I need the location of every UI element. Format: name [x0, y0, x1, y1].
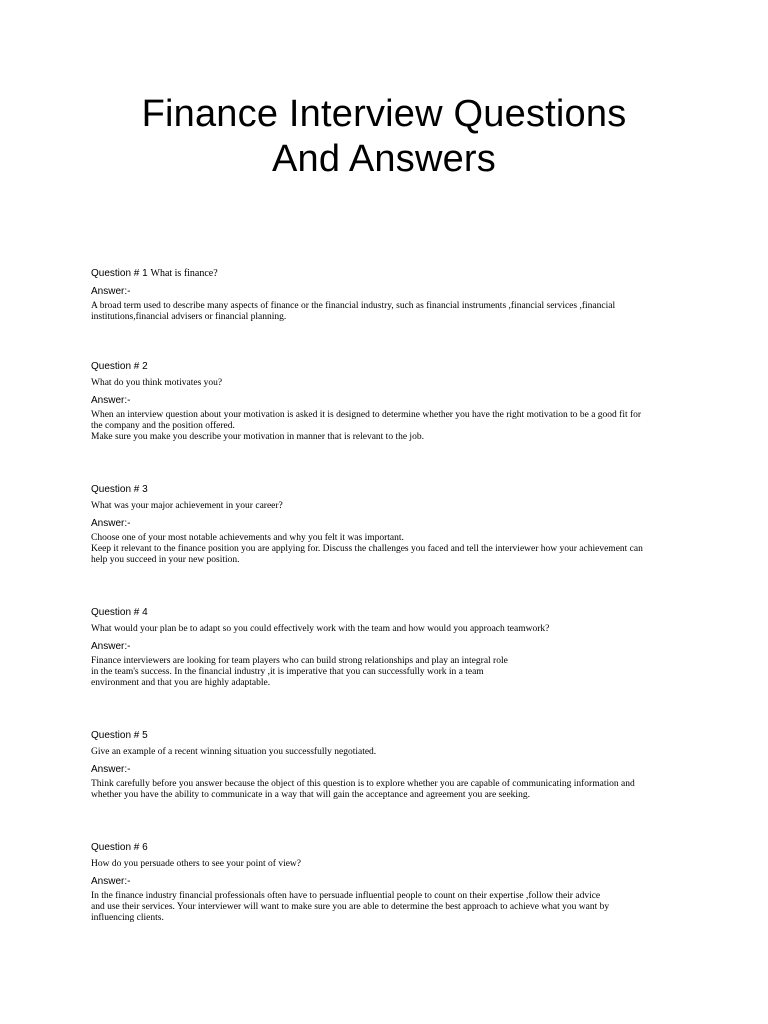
answer-line: When an interview question about your motivation is asked it is designed to determine whether you have the right motivation to be a good fit for — [91, 410, 642, 420]
answer-text — [91, 301, 691, 323]
answer-line: Think carefully before you answer because the object of this question is to explore whether you are capable of communicating information and — [91, 779, 635, 789]
question-label: Question # 2 — [91, 361, 148, 372]
answer-line: In the finance industry financial professionals often have to persuade influential people to count on their expertise ,follow their advice — [91, 891, 601, 901]
title-line-1: Finance Interview Questions — [141, 93, 627, 135]
answer-text — [91, 891, 691, 925]
question-label: Question # 4 — [91, 607, 148, 618]
question-text: What would your plan be to adapt so you could effectively work with the team and how would you approach teamwork? — [91, 624, 550, 634]
qa-block-2 — [91, 361, 691, 444]
question-text: Give an example of a recent winning situation you successfully negotiated. — [91, 747, 377, 757]
answer-line: whether you have the ability to communicate in a way that will gain the acceptance and agreement you are seeking. — [91, 790, 530, 801]
answer-line: environment and that you are highly adaptable. — [91, 678, 271, 689]
answer-label: Answer:- — [91, 764, 131, 775]
question-heading — [91, 268, 691, 280]
answer-line: A broad term used to describe many aspects of finance or the financial industry, such as financial instruments ,financial services ,financial — [91, 301, 616, 311]
answer-line: Finance interviewers are looking for team players who can build strong relationships and play an integral role — [91, 656, 508, 666]
qa-block-5 — [91, 730, 691, 801]
answer-line: the company and the position offered. — [91, 421, 235, 432]
answer-text — [91, 779, 691, 801]
question-text: What was your major achievement in your career? — [91, 501, 283, 511]
answer-line: in the team's success. In the financial industry ,it is imperative that you can successfully work in a team — [91, 667, 484, 678]
question-text: How do you persuade others to see your point of view? — [91, 859, 302, 869]
answer-label: Answer:- — [91, 395, 131, 406]
answer-line: Choose one of your most notable achievements and why you felt it was important. — [91, 533, 404, 543]
answer-label: Answer:- — [91, 518, 131, 529]
answer-label: Answer:- — [91, 876, 131, 887]
question-label: Question # 5 — [91, 730, 148, 741]
page-title — [0, 92, 768, 182]
answer-line: help you succeed in your new position. — [91, 555, 240, 566]
question-label: Question # 6 — [91, 842, 148, 853]
qa-block-6 — [91, 842, 691, 925]
answer-line: Keep it relevant to the finance position you are applying for. Discuss the challenges you faced and tell the interviewer how your achievement can — [91, 544, 643, 555]
answer-line: and use their services. Your interviewer will want to make sure you are able to determine the best approach to achieve what you want by — [91, 902, 610, 913]
title-line-2: And Answers — [272, 138, 496, 180]
answer-line: institutions,financial advisers or financial planning. — [91, 312, 287, 323]
answer-text — [91, 533, 691, 567]
answer-line: Make sure you make you describe your motivation in manner that is relevant to the job. — [91, 432, 424, 443]
question-label: Question # 3 — [91, 484, 148, 495]
question-label: Question # 1 — [91, 268, 148, 279]
answer-text — [91, 410, 691, 444]
qa-block-4 — [91, 607, 691, 690]
qa-block-3 — [91, 484, 691, 567]
question-text: What do you think motivates you? — [91, 378, 223, 388]
answer-label: Answer:- — [91, 286, 131, 297]
answer-text — [91, 656, 691, 690]
answer-line: influencing clients. — [91, 913, 164, 924]
qa-block-1 — [91, 268, 691, 323]
question-text: What is finance? — [150, 268, 218, 279]
answer-label: Answer:- — [91, 641, 131, 652]
